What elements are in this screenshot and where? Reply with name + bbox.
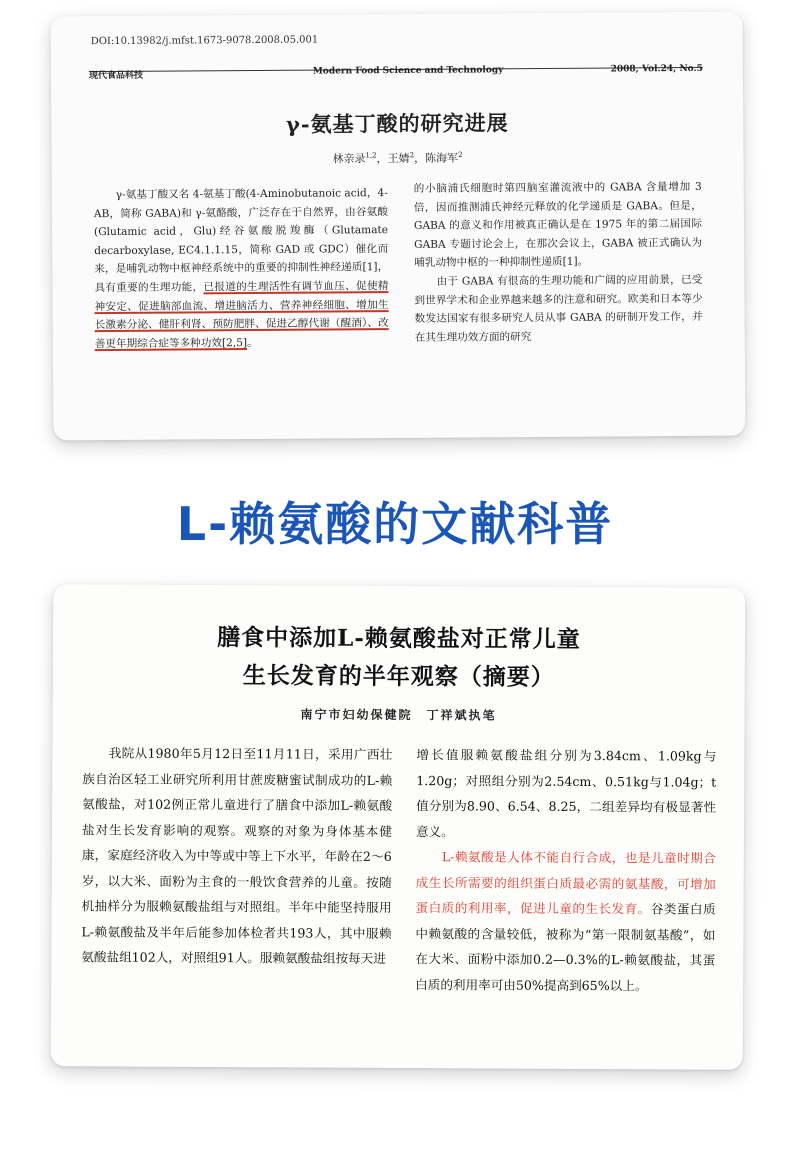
body-paragraph: 增长值服赖氨酸盐组分别为3.84cm、1.09kg与1.20g；对照组分别为2.54cm、0.51kg与1.04g；t值分别为8.90、6.54、8.25，二组差异均有极显著性意义。 [415,747,717,839]
author-affiliation: 1,2 [365,151,377,160]
paper-authors [51,148,743,169]
author-name: 王婧 [387,151,410,166]
paper-card-gaba [51,12,746,441]
paper-author: 南宁市妇幼保健院 丁祥斌执笔 [300,707,497,723]
body-paragraph [415,844,716,999]
body-paragraph: 的小脑浦氏细胞时第四脑室灌流液中的 GABA 含量增加 3 倍，因而推测浦氏神经元释放的化学递质是 GABA。但是，GABA 的意义和作用被真正确认是在 1975 年的第二届国际 GABA 专题讨论会上，在那次会议上，GABA 被正式确认为哺乳动物中枢的一种抑制性递质[1]。 [413,180,703,270]
journal-name-cn: 现代食品科技 [88,70,143,82]
running-header [88,63,703,82]
paper-title-line1: 膳食中添加L-赖氨酸盐对正常儿童 [217,624,581,653]
author-separator: ， [414,151,426,165]
paper-column-right [415,742,716,999]
body-text: γ-氨基丁酸又名 4-氨基丁酸(4-Aminobutanoic acid，4-AB，简称 GABA)和 γ-氨酪酸，广泛存在于自然界，由谷氨酸(Glutamic acid，Glu)经谷氨酸脱羧酶（Glutamate decarboxylase, EC4.1.1.15，简称 GAD 或 GDC）催化而来，是哺乳动物中枢神经系统中的重要的抑制性神经递质[1]，具有重要的生理功能， [93,187,389,295]
red-highlight-text: L-赖氨酸是人体不能自行合成，也是儿童时期合成生长所需要的组织蛋白质最必需的氨基酸，可增加蛋白质的利用率，促进儿童的生长发育。 [415,849,716,917]
author-affiliation: 2 [409,151,415,160]
underlined-highlight: 已报道的生理活性有调节血压、促使精神安定、促进脑部血流、增进脑活力、营养神经细胞、增加生长激素分泌、健肝利肾、预防肥胖、促进乙醇代谢（醒酒）、改善更年期综合症等多种功效[2,5] [94,280,389,350]
section-banner: L-赖氨酸的文献科普 [176,497,614,551]
author-separator: ， [376,152,388,166]
author-name: 陈海军 [425,151,459,165]
paper-column-left [81,740,392,971]
body-text: 谷类蛋白质中赖氨酸的含量较低，被称为“第一限制氨基酸”，如在大米、面粉中添加0.2—0.3%的L-赖氨酸盐，其蛋白质的利用率可由50%提高到65%以上。 [415,901,716,993]
journal-name-en: Modern Food Science and Technology [312,65,504,77]
paper-card-lysine [51,584,746,1070]
paper-column-right [414,178,703,347]
body-text: 我院从1980年5月12日至11月11日，采用广西壮族自治区轻工业研究所利用甘蔗废糖蜜试制成功的L-赖氨酸盐，对102例正常儿童进行了膳食中添加L-赖氨酸盐对生长发育影响的观察。观察的对象为身体基本健康，家庭经济收入为中等或中等上下水平，年龄在2～6岁，以大米、面粉为主食的一般饮食营养的儿童。按随机抽样分为服赖氨酸盐组与对照组。半年中能坚持服用L-赖氨酸盐及半年后能参加体检者共193人，其中服赖氨酸盐组102人，对照组91人。服赖氨酸盐组按每天进 [81,745,393,966]
body-text-end: 。 [247,336,258,349]
paper-title: γ-氨基丁酸的研究进展 [285,110,509,137]
doi-line: DOI:10.13982/j.mfst.1673-9078.2008.05.001 [90,34,319,48]
author-name: 林亲录 [332,152,366,166]
paper-column-left [94,184,389,353]
author-affiliation: 2 [458,150,463,159]
journal-issue: 2008, Vol.24, No.5 [610,63,703,75]
body-paragraph: 由于 GABA 有很高的生理功能和广阔的应用前景，已受到世界学术和企业界越来越多的注意和研究。欧美和日本等少数发达国家有很多研究人员从事 GABA 的研制开发工作，并在其生理功效方面的研究 [414,273,703,344]
paper-title-line2: 生长发育的半年观察（摘要） [242,662,555,691]
